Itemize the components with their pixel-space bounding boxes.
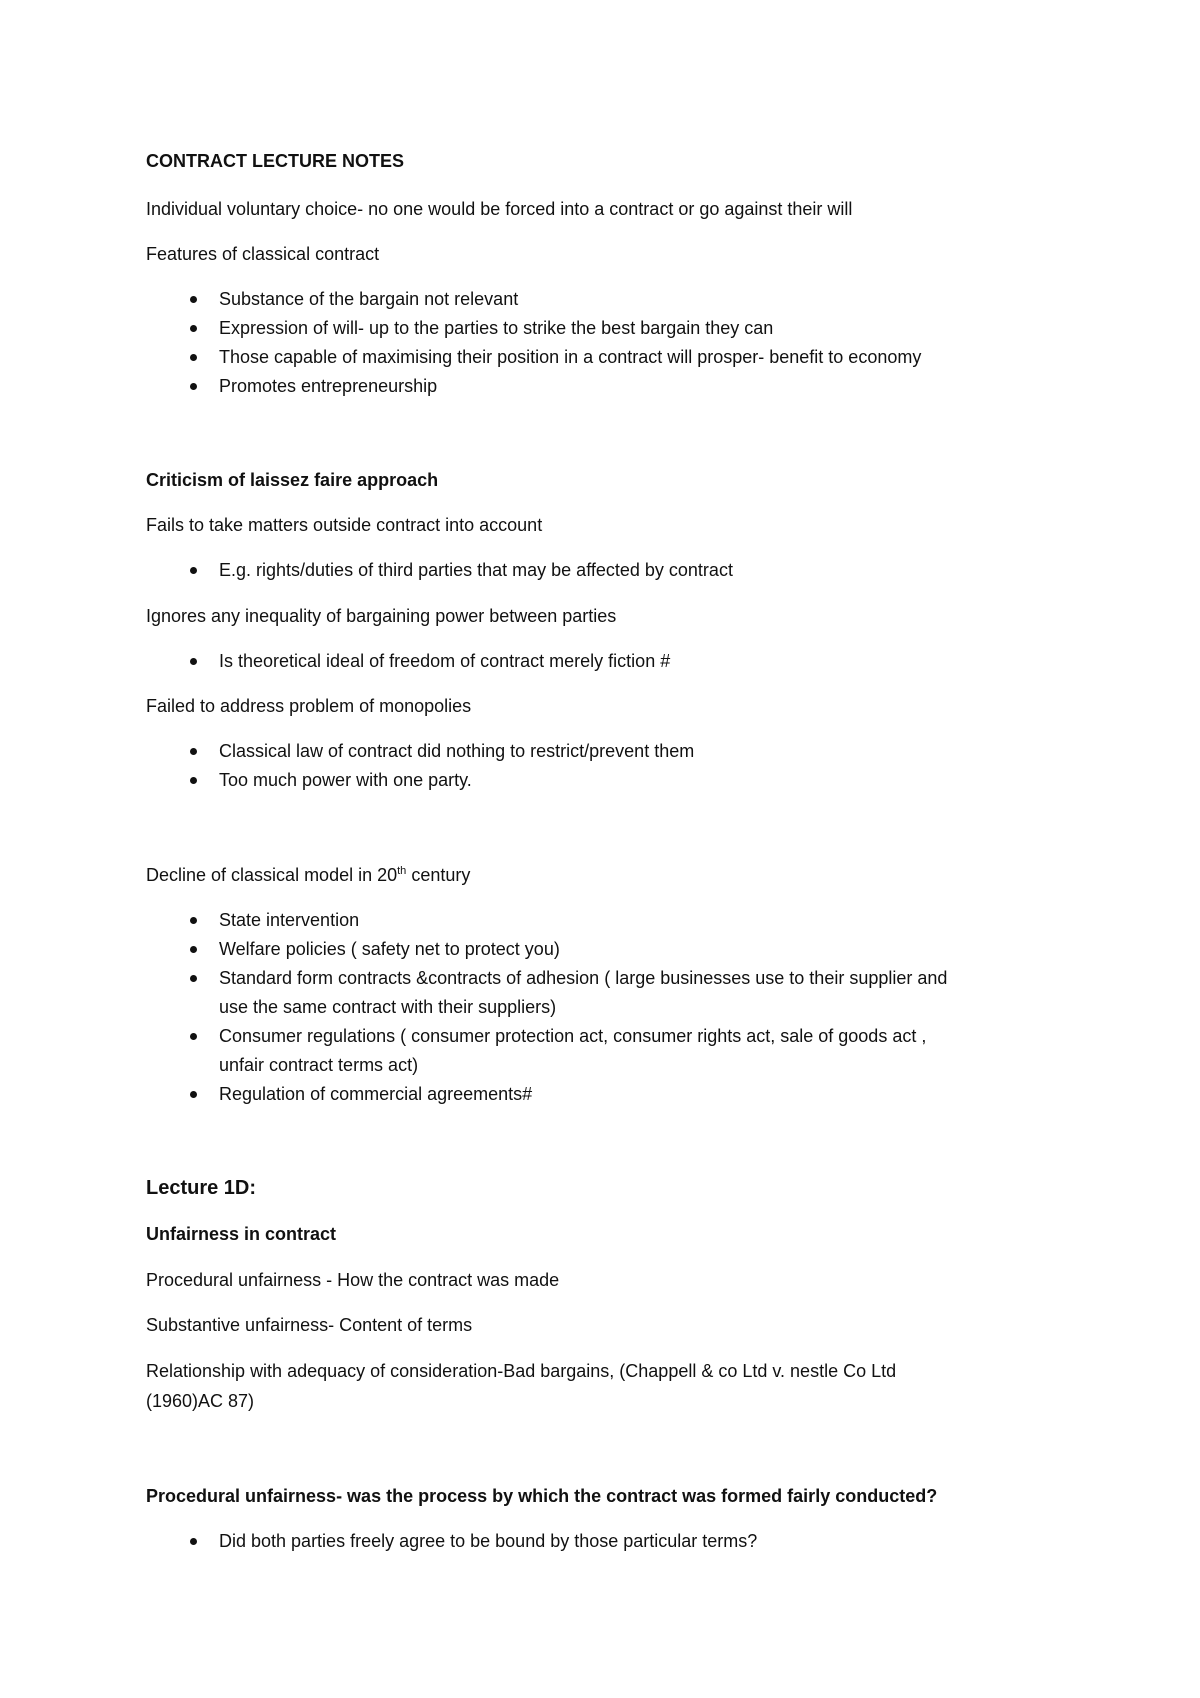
features-bullet-4: Promotes entrepreneurship bbox=[219, 376, 438, 396]
criticism-point-3: Failed to address problem of monopolies bbox=[146, 696, 472, 716]
bullet-icon bbox=[190, 354, 197, 361]
criticism-point-2-bullet: Is theoretical ideal of freedom of contract merely fiction # bbox=[219, 651, 671, 671]
bullet-icon bbox=[190, 567, 197, 574]
relationship-line-2: (1960)AC 87) bbox=[146, 1391, 255, 1411]
bullet-icon bbox=[190, 917, 197, 924]
procedural-bullet-1: Did both parties freely agree to be bound by those particular terms? bbox=[219, 1531, 758, 1551]
features-bullet-3: Those capable of maximising their position in a contract will prosper- benefit to economy bbox=[219, 347, 922, 367]
features-heading: Features of classical contract bbox=[146, 244, 380, 264]
procedural-unfairness-line: Procedural unfairness - How the contract was made bbox=[146, 1270, 560, 1290]
substantive-unfairness-line: Substantive unfairness- Content of terms bbox=[146, 1315, 473, 1335]
criticism-point-3-bullet-1: Classical law of contract did nothing to restrict/prevent them bbox=[219, 741, 695, 761]
criticism-heading: Criticism of laissez faire approach bbox=[146, 470, 439, 490]
relationship-line-1: Relationship with adequacy of consideration-Bad bargains, (Chappell & co Ltd v. nestle Co Ltd bbox=[146, 1361, 897, 1381]
bullet-icon bbox=[190, 325, 197, 332]
decline-heading-suffix: century bbox=[406, 865, 471, 885]
criticism-point-2: Ignores any inequality of bargaining power between parties bbox=[146, 606, 617, 626]
lecture-heading: Lecture 1D: bbox=[146, 1177, 257, 1199]
decline-bullet-1: State intervention bbox=[219, 910, 360, 930]
decline-heading-text: Decline of classical model in 20 bbox=[146, 865, 398, 885]
decline-heading-superscript: th bbox=[397, 865, 407, 877]
decline-bullet-4-continued: unfair contract terms act) bbox=[219, 1055, 419, 1075]
features-bullet-2: Expression of will- up to the parties to strike the best bargain they can bbox=[219, 318, 774, 338]
criticism-point-1: Fails to take matters outside contract into account bbox=[146, 515, 543, 535]
unfairness-heading: Unfairness in contract bbox=[146, 1224, 337, 1244]
bullet-icon bbox=[190, 946, 197, 953]
bullet-icon bbox=[190, 748, 197, 755]
bullet-icon bbox=[190, 1091, 197, 1098]
criticism-point-1-bullet: E.g. rights/duties of third parties that may be affected by contract bbox=[219, 560, 733, 580]
features-bullet-1: Substance of the bargain not relevant bbox=[219, 289, 519, 309]
procedural-question: Procedural unfairness- was the process by which the contract was formed fairly conducted? bbox=[146, 1486, 938, 1506]
criticism-point-3-bullet-2: Too much power with one party. bbox=[219, 770, 472, 790]
document-title: CONTRACT LECTURE NOTES bbox=[146, 151, 404, 171]
decline-heading bbox=[146, 864, 470, 886]
bullet-icon bbox=[190, 777, 197, 784]
bullet-icon bbox=[190, 296, 197, 303]
decline-bullet-2: Welfare policies ( safety net to protect you) bbox=[219, 939, 560, 959]
decline-bullet-5: Regulation of commercial agreements# bbox=[219, 1084, 533, 1104]
decline-bullet-4: Consumer regulations ( consumer protection act, consumer rights act, sale of goods act , bbox=[219, 1026, 927, 1046]
decline-bullet-3: Standard form contracts &contracts of adhesion ( large businesses use to their supplier and bbox=[219, 968, 948, 988]
bullet-icon bbox=[190, 658, 197, 665]
bullet-icon bbox=[190, 383, 197, 390]
intro-paragraph: Individual voluntary choice- no one would be forced into a contract or go against their will bbox=[146, 199, 853, 219]
bullet-icon bbox=[190, 975, 197, 982]
decline-bullet-3-continued: use the same contract with their suppliers) bbox=[219, 997, 557, 1017]
bullet-icon bbox=[190, 1538, 197, 1545]
bullet-icon bbox=[190, 1033, 197, 1040]
